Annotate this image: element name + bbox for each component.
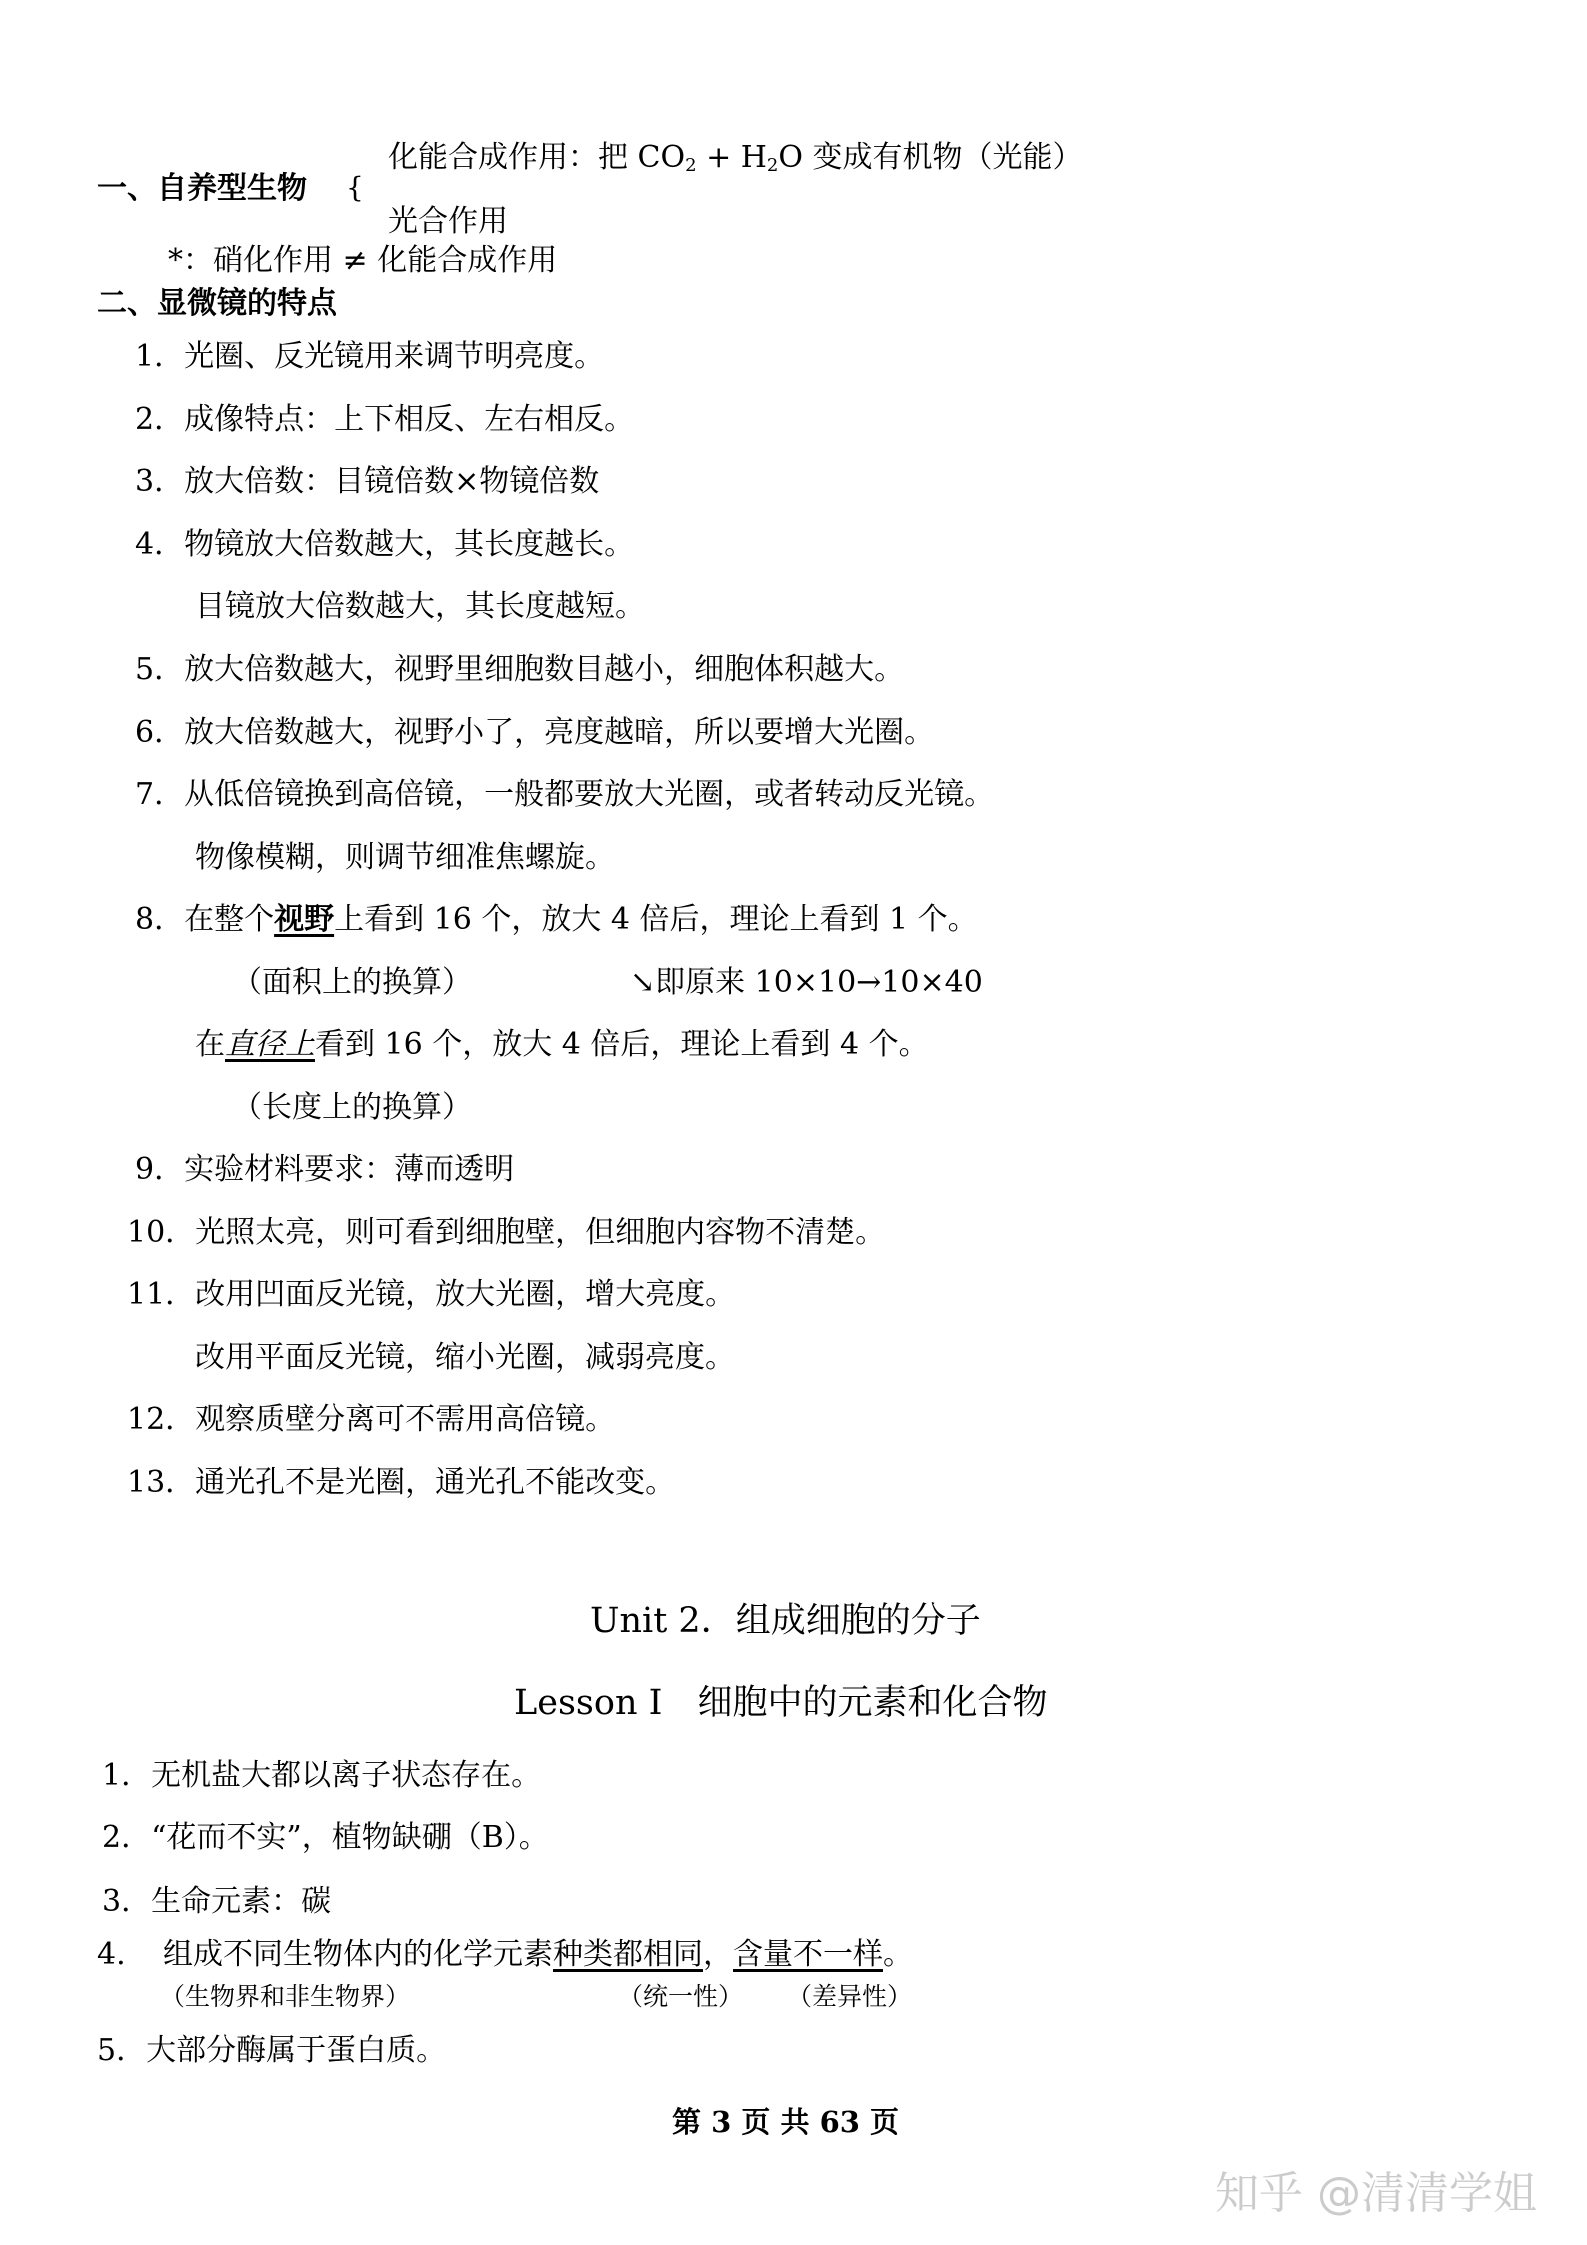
item4-period: 。 xyxy=(883,1937,913,1972)
chemo-text-a: 化能合成作用：把 CO xyxy=(388,140,686,175)
list-item-4-number: 4. xyxy=(97,1937,126,1972)
list-item: 11．改用凹面反光镜，放大光圈，增大亮度。 xyxy=(127,1277,736,1312)
list-item: 12．观察质壁分离可不需用高倍镜。 xyxy=(127,1402,616,1437)
diameter-text-a: 在 xyxy=(195,1027,225,1062)
item8-text-a: 8．在整个 xyxy=(135,902,275,937)
list-item: 2．“花而不实”，植物缺硼（B）。 xyxy=(102,1820,549,1855)
list-item: 3．放大倍数：目镜倍数×物镜倍数 xyxy=(135,464,600,499)
section1-heading: 一、自养型生物 xyxy=(97,171,307,206)
h2o-subscript: 2 xyxy=(766,155,779,176)
list-item: 3．生命元素：碳 xyxy=(102,1884,332,1919)
diameter-term: 直径上 xyxy=(225,1027,315,1062)
field-of-view-term: 视野 xyxy=(274,902,335,937)
item4-comma: ， xyxy=(703,1937,733,1972)
different-content-term: 含量不一样 xyxy=(733,1937,883,1972)
nitrification-note: *：硝化作用 ≠ 化能合成作用 xyxy=(168,243,558,278)
diameter-line xyxy=(195,1027,929,1062)
unit-title: Unit 2．组成细胞的分子 xyxy=(590,1601,981,1641)
item8-text-c: 上看到 16 个，放大 4 倍后，理论上看到 1 个。 xyxy=(334,902,978,937)
item4-text-a: 组成不同生物体内的化学元素 xyxy=(163,1937,553,1972)
list-item-continuation: 改用平面反光镜，缩小光圈，减弱亮度。 xyxy=(195,1340,735,1375)
list-item-continuation: 目镜放大倍数越大，其长度越短。 xyxy=(195,589,645,624)
chemo-text-b: + H xyxy=(696,140,767,175)
area-conversion-note: （面积上的换算） xyxy=(232,965,472,1000)
co2-subscript: 2 xyxy=(685,155,697,176)
section2-heading: 二、显微镜的特点 xyxy=(97,286,337,321)
photosynthesis-line: 光合作用 xyxy=(388,204,508,239)
list-item-4 xyxy=(163,1937,913,1972)
length-conversion-note: （长度上的换算） xyxy=(232,1090,472,1125)
zhihu-watermark: 知乎 @清清学姐 xyxy=(1215,2168,1537,2219)
list-item: 7．从低倍镜换到高倍镜，一般都要放大光圈，或者转动反光镜。 xyxy=(135,777,995,812)
list-item: 1．无机盐大都以离子状态存在。 xyxy=(102,1758,542,1793)
chemo-text-c: O 变成有机物（光能） xyxy=(778,140,1083,175)
list-item: 5．大部分酶属于蛋白质。 xyxy=(97,2033,447,2068)
magnification-arrow-note: ↘即原来 10×10→10×40 xyxy=(630,965,983,1000)
list-item: 1．光圈、反光镜用来调节明亮度。 xyxy=(135,339,605,374)
page-footer: 第 3 页 共 63 页 xyxy=(672,2105,900,2139)
same-types-term: 种类都相同 xyxy=(553,1937,703,1972)
living-nonliving-note: （生物界和非生物界） xyxy=(160,1982,411,2011)
unity-note: （统一性） xyxy=(618,1982,744,2011)
list-item-continuation: 物像模糊，则调节细准焦螺旋。 xyxy=(195,840,615,875)
list-item: 5．放大倍数越大，视野里细胞数目越小，细胞体积越大。 xyxy=(135,652,905,687)
list-item: 4．物镜放大倍数越大，其长度越长。 xyxy=(135,527,635,562)
chemosynthesis-line xyxy=(388,140,1083,176)
list-item-8 xyxy=(135,902,978,937)
list-item: 2．成像特点：上下相反、左右相反。 xyxy=(135,402,635,437)
list-item: 6．放大倍数越大，视野小了，亮度越暗，所以要增大光圈。 xyxy=(135,715,935,750)
list-item: 9．实验材料要求：薄而透明 xyxy=(135,1152,515,1187)
list-item: 13．通光孔不是光圈，通光孔不能改变。 xyxy=(127,1465,676,1500)
list-item: 10．光照太亮，则可看到细胞壁，但细胞内容物不清楚。 xyxy=(127,1215,886,1250)
lesson-title: Lesson Ⅰ 细胞中的元素和化合物 xyxy=(514,1683,1048,1723)
brace-glyph: { xyxy=(346,171,364,204)
diameter-text-c: 看到 16 个，放大 4 倍后，理论上看到 4 个。 xyxy=(315,1027,929,1062)
difference-note: （差异性） xyxy=(787,1982,913,2011)
